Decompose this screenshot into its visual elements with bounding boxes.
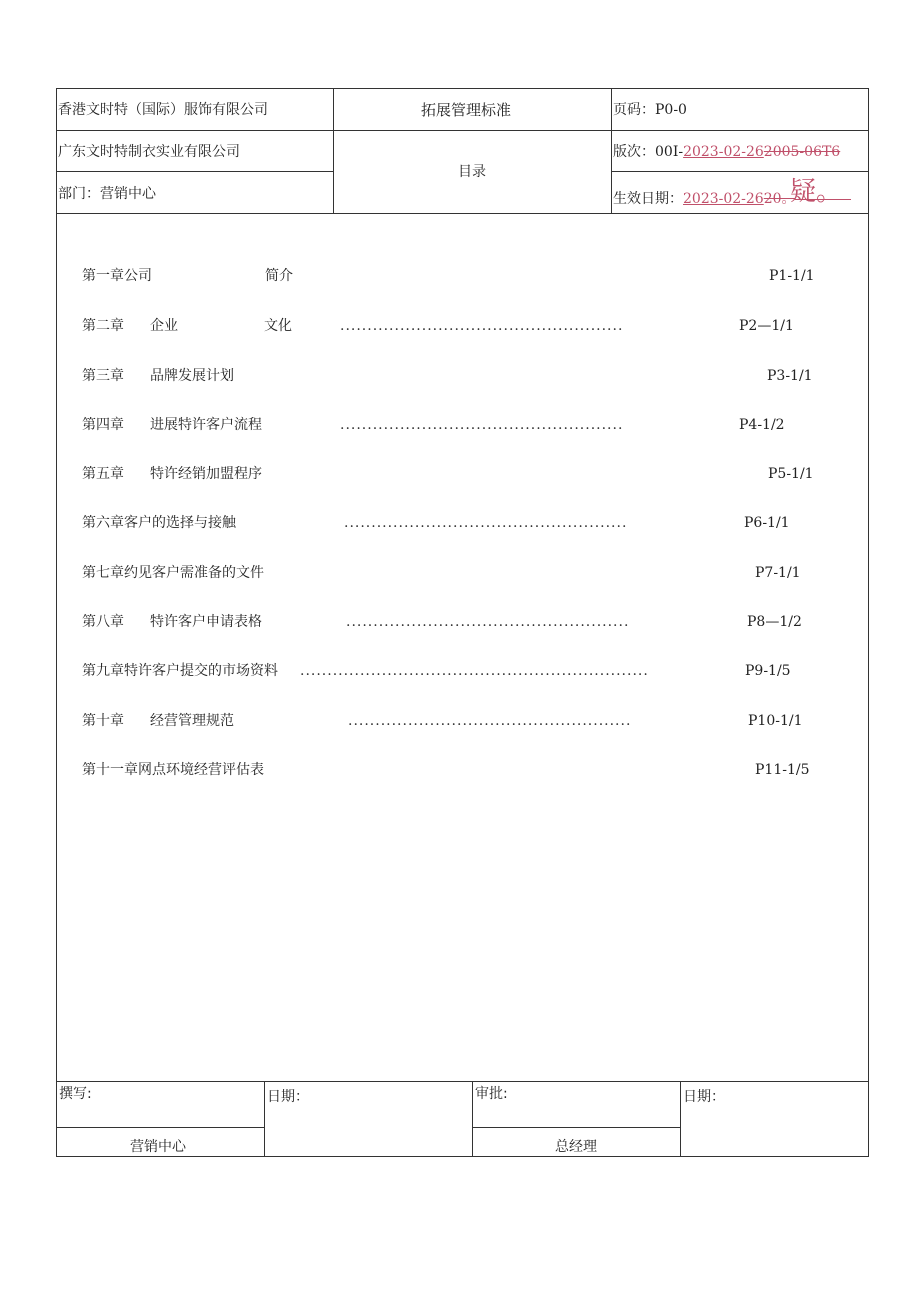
- toc-item-2-name2: 文化: [264, 318, 292, 334]
- date1-label: 日期：: [267, 1089, 309, 1105]
- effective-new: 2023-02-26: [683, 191, 764, 207]
- toc-item-4: 第四章: [82, 417, 124, 433]
- company-gd: 广东文时特制衣实业有限公司: [58, 144, 240, 160]
- toc-item-11: 第十一章网点环境经营评估表: [82, 762, 264, 778]
- toc-dots-10: ....................................................: [348, 713, 632, 729]
- toc-item-5-name: 特许经销加盟程序: [150, 466, 262, 482]
- effective-mark: 疑。: [790, 177, 843, 207]
- writer-dept: 营销中心: [130, 1139, 186, 1155]
- footer-column-line: [264, 1081, 265, 1157]
- toc-item-8: 第八章: [82, 614, 124, 630]
- toc-dots-9: ................................................................: [300, 663, 649, 679]
- company-hk: 香港文时特（国际）服饰有限公司: [58, 102, 268, 118]
- toc-page-8: P8—1/2: [747, 614, 802, 630]
- toc-item-8-name: 特许客户申请表格: [150, 614, 262, 630]
- version-old: 2005-06T6: [763, 144, 841, 160]
- header-divider: [56, 171, 333, 172]
- header-column-line: [611, 88, 612, 213]
- toc-item-3: 第三章: [82, 368, 124, 384]
- footer-divider: [472, 1127, 680, 1128]
- toc-item-9: 第九章特许客户提交的市场资料: [82, 663, 278, 679]
- version: [613, 143, 840, 161]
- effective-label: 生效日期：: [613, 191, 683, 207]
- toc-page-10: P10-1/1: [748, 713, 803, 729]
- doc-title: 拓展管理标准: [421, 101, 512, 119]
- version-new: 2023-02-26: [683, 144, 764, 160]
- header-divider: [611, 130, 869, 131]
- toc-page-2: P2—1/1: [739, 318, 794, 334]
- toc-page-4: P4-1/2: [739, 417, 785, 433]
- toc-item-1-name: 简介: [265, 268, 293, 284]
- toc-dots-8: ....................................................: [346, 614, 630, 630]
- date2-label: 日期：: [683, 1089, 725, 1105]
- toc-item-5: 第五章: [82, 466, 124, 482]
- toc-item-2-name: 企业: [150, 318, 178, 334]
- toc-item-2: 第二章: [82, 318, 124, 334]
- section-title: 目录: [458, 164, 486, 180]
- toc-item-7: 第七章约见客户需准备的文件: [82, 565, 264, 581]
- approver: 总经理: [555, 1139, 597, 1155]
- toc-page-6: P6-1/1: [744, 515, 790, 531]
- toc-item-4-name: 进展特许客户流程: [150, 417, 262, 433]
- page-code-label: 页码：: [613, 102, 655, 118]
- header-column-line: [333, 88, 334, 213]
- toc-dots-4: ....................................................: [340, 417, 624, 433]
- writer-label: 撰写:: [59, 1086, 92, 1102]
- toc-item-10: 第十章: [82, 713, 124, 729]
- header-bottom-line: [56, 213, 869, 214]
- footer-divider: [56, 1127, 264, 1128]
- header-divider: [611, 171, 869, 172]
- toc-dots-2: ....................................................: [340, 318, 624, 334]
- version-prefix: 00I-: [655, 144, 684, 160]
- toc-page-1: P1-1/1: [769, 268, 815, 284]
- toc-item-6: 第六章客户的选择与接触: [82, 515, 236, 531]
- approve-label: 审批:: [475, 1086, 508, 1102]
- header-divider: [333, 130, 611, 131]
- department: 部门：营销中心: [58, 186, 156, 202]
- footer-column-line: [472, 1081, 473, 1157]
- effective-mark-strike: [795, 199, 851, 200]
- footer-top-line: [56, 1081, 869, 1082]
- toc-item-3-name: 品牌发展计划: [150, 368, 234, 384]
- header-divider: [56, 130, 333, 131]
- toc-item-10-name: 经营管理规范: [150, 713, 234, 729]
- toc-page-3: P3-1/1: [767, 368, 813, 384]
- effective-old: 20。: [763, 191, 796, 207]
- effective-date: [613, 190, 796, 208]
- toc-page-11: P11-1/5: [755, 762, 810, 778]
- page-code: [613, 101, 687, 119]
- toc-page-5: P5-1/1: [768, 466, 814, 482]
- toc-page-9: P9-1/5: [745, 663, 791, 679]
- toc-dots-6: ....................................................: [344, 515, 628, 531]
- toc-page-7: P7-1/1: [755, 565, 801, 581]
- version-label: 版次：: [613, 144, 655, 160]
- page-code-value: P0-0: [655, 102, 687, 118]
- footer-column-line: [680, 1081, 681, 1157]
- toc-item-1: 第一章公司: [82, 268, 152, 284]
